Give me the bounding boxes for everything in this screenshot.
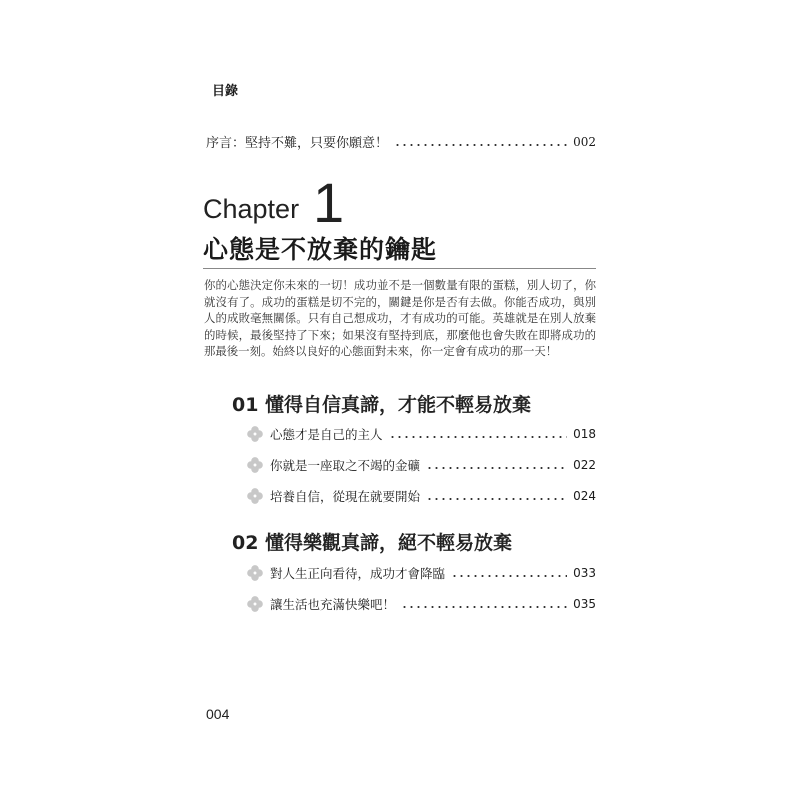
dot-leader — [451, 575, 567, 577]
preface-entry[interactable] — [206, 132, 596, 151]
toc-item-page: 018 — [573, 427, 596, 441]
clover-icon — [246, 595, 264, 613]
chapter-label: Chapter — [203, 194, 300, 224]
toc-item-label: 你就是一座取之不竭的金礦 — [270, 458, 421, 473]
chapter-title: 心態是不放棄的鑰匙 — [203, 235, 438, 264]
section-title-02: 02 懂得樂觀真諦，絕不輕易放棄 — [232, 532, 513, 554]
toc-item-label: 讓生活也充滿快樂吧！ — [270, 597, 396, 612]
toc-item-page: 035 — [573, 597, 596, 611]
clover-icon — [246, 425, 264, 443]
toc-item[interactable] — [246, 425, 596, 443]
dot-leader — [401, 606, 567, 608]
toc-item-label: 培養自信，從現在就要開始 — [270, 489, 421, 504]
dot-leader — [426, 467, 567, 469]
toc-item[interactable] — [246, 487, 596, 505]
preface-page-number: 002 — [573, 134, 596, 149]
clover-icon — [246, 456, 264, 474]
toc-item-label: 心態才是自己的主人 — [270, 427, 383, 442]
toc-item[interactable] — [246, 456, 596, 474]
dot-leader — [394, 144, 567, 146]
preface-title: 序言：堅持不難，只要你願意！ — [206, 136, 389, 151]
dot-leader — [426, 498, 567, 500]
chapter-divider — [203, 268, 596, 269]
toc-heading: 目錄 — [212, 84, 239, 99]
chapter-intro-paragraph: 你的心態決定你未來的一切！成功並不是一個數量有限的蛋糕，別人切了，你就沒有了。成功的蛋糕是切不完的，關鍵是你是否有去做。你能否成功，與別人的成敗毫無關係。只有自己想成功，才有成功的可能。英雄就是在別人放棄的時候，最後堅持了下來；如果沒有堅持到底，那麼他也會失敗在即將成功的那最後一刻。始終以良好的心態面對未來，你一定會有成功的那一天！ — [204, 278, 596, 359]
dot-leader — [389, 436, 568, 438]
toc-item-page: 024 — [573, 489, 596, 503]
toc-item-page: 033 — [573, 566, 596, 580]
toc-item[interactable] — [246, 564, 596, 582]
toc-item-label: 對人生正向看待，成功才會降臨 — [270, 566, 446, 581]
page-number: 004 — [206, 706, 230, 722]
section-title-01: 01 懂得自信真諦，才能不輕易放棄 — [232, 394, 532, 416]
toc-item[interactable] — [246, 595, 596, 613]
chapter-number: 1 — [313, 171, 345, 234]
clover-icon — [246, 564, 264, 582]
toc-item-page: 022 — [573, 458, 596, 472]
clover-icon — [246, 487, 264, 505]
